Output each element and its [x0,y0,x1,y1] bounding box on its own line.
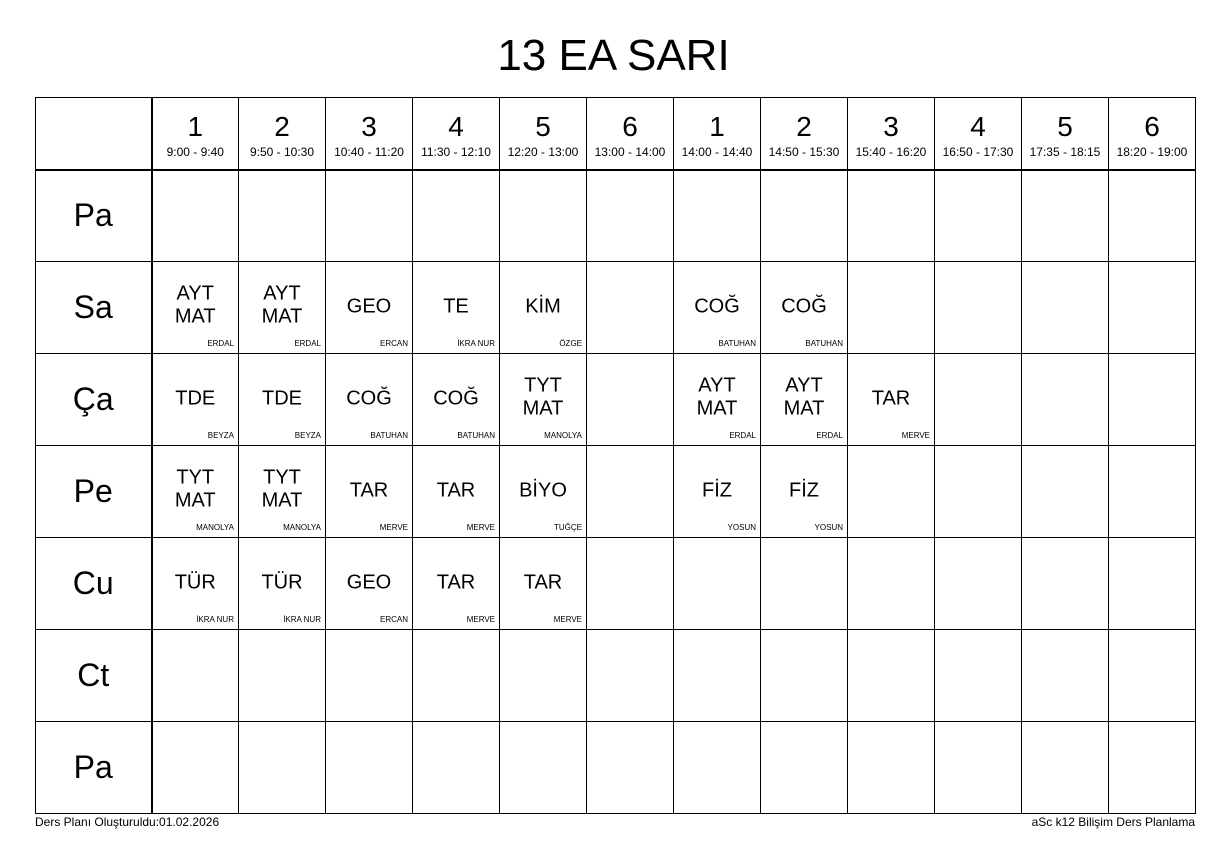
timetable-cell [587,722,674,814]
timetable-cell [326,170,413,262]
timetable-cell [935,630,1022,722]
lesson-card [674,354,760,445]
timetable-cell [761,354,848,446]
lesson-teacher: MERVE [901,431,930,440]
timetable-cell [500,630,587,722]
lesson-teacher: BATUHAN [718,339,756,348]
day-row [36,538,1196,630]
timetable-cell [239,446,326,538]
lesson-card [413,446,499,537]
timetable-cell [761,262,848,354]
period-number: 3 [883,111,899,143]
lesson-teacher: İKRA NUR [457,339,495,348]
lesson-card [500,538,586,629]
period-time: 18:20 - 19:00 [1116,145,1188,160]
period-number: 4 [448,111,464,143]
timetable-cell [1109,446,1196,538]
timetable-cell [935,722,1022,814]
timetable-cell [674,630,761,722]
timetable-cell [935,354,1022,446]
lesson-subject: TAR [523,570,563,593]
lesson-card [500,354,586,445]
timetable-cell [413,446,500,538]
timetable-cell [761,538,848,630]
lesson-subject: FİZ [789,478,819,501]
timetable-cell [326,722,413,814]
timetable-cell [413,538,500,630]
timetable-cell [935,538,1022,630]
timetable-cell [500,722,587,814]
timetable-cell [848,630,935,722]
timetable-cell [152,538,239,630]
lesson-subject: BİYO [519,478,567,501]
lesson-teacher: MANOLYA [544,431,582,440]
timetable-cell [326,538,413,630]
lesson-teacher: BEYZA [294,431,321,440]
timetable-cell [1109,262,1196,354]
period-number: 3 [361,111,377,143]
timetable [35,97,1196,814]
period-number: 2 [796,111,812,143]
lesson-subject: TDE [175,386,216,409]
timetable-cell [326,262,413,354]
timetable-cell [761,722,848,814]
day-label: Sa [36,262,152,354]
lesson-subject: FİZ [702,478,732,501]
timetable-cell [413,354,500,446]
timetable-cell [152,354,239,446]
period-number: 1 [709,111,725,143]
lesson-teacher: MERVE [466,523,495,532]
timetable-cell [674,262,761,354]
lesson-subject: COĞ [781,294,827,317]
day-row [36,354,1196,446]
timetable-cell [935,262,1022,354]
timetable-cell [239,722,326,814]
timetable-cell [1109,630,1196,722]
lesson-subject: COĞ [694,294,740,317]
lesson-card [326,538,412,629]
lesson-card [239,354,325,445]
timetable-cell [1109,354,1196,446]
timetable-cell [239,630,326,722]
lesson-card [239,446,325,537]
period-header [239,98,326,170]
timetable-cell [848,170,935,262]
timetable-cell [413,262,500,354]
lesson-teacher: ERDAL [294,339,321,348]
period-time: 9:00 - 9:40 [166,145,224,160]
period-header [935,98,1022,170]
lesson-subject: TDE [262,386,302,409]
timetable-cell [848,446,935,538]
lesson-subject: AYT MAT [783,374,825,420]
period-number: 5 [1057,111,1073,143]
lesson-card [239,262,325,353]
lesson-subject: TE [443,294,469,317]
timetable-cell [587,262,674,354]
period-number: 2 [274,111,290,143]
period-time: 13:00 - 14:00 [594,145,666,160]
day-row [36,722,1196,814]
lesson-teacher: YOSUN [814,523,843,532]
lesson-teacher: ERDAL [816,431,843,440]
lesson-card [153,446,239,537]
timetable-cell [1109,170,1196,262]
timetable-cell [152,722,239,814]
lesson-subject: TÜR [174,570,216,593]
period-header [413,98,500,170]
lesson-subject: TYT MAT [261,466,303,512]
timetable-cell [239,262,326,354]
timetable-cell [152,446,239,538]
timetable-cell [761,170,848,262]
timetable-cell [674,170,761,262]
lesson-card [326,446,412,537]
period-time: 14:50 - 15:30 [768,145,840,160]
timetable-cell [848,538,935,630]
timetable-cell [239,538,326,630]
period-number: 4 [970,111,986,143]
period-time: 15:40 - 16:20 [855,145,927,160]
lesson-card [761,354,847,445]
period-time: 10:40 - 11:20 [334,145,404,160]
timetable-cell [848,722,935,814]
timetable-cell [935,170,1022,262]
lesson-subject: KİM [525,294,561,317]
lesson-subject: TYT MAT [522,374,564,420]
lesson-teacher: YOSUN [727,523,756,532]
timetable-cell [152,630,239,722]
period-header-row [36,98,1196,170]
software-credit-footer: aSc k12 Bilişim Ders Planlama [1031,815,1195,829]
timetable-cell [239,170,326,262]
lesson-card [326,262,412,353]
timetable-cell [1022,262,1109,354]
timetable-cell [587,630,674,722]
period-number: 5 [535,111,551,143]
lesson-teacher: BATUHAN [457,431,495,440]
lesson-card [674,446,760,537]
timetable-cell [326,630,413,722]
day-row [36,630,1196,722]
period-time: 16:50 - 17:30 [942,145,1014,160]
lesson-teacher: BATUHAN [805,339,843,348]
timetable-cell [500,170,587,262]
timetable-cell [935,446,1022,538]
lesson-teacher: ERCAN [379,615,408,624]
period-time: 17:35 - 18:15 [1029,145,1101,160]
day-row [36,446,1196,538]
timetable-cell [239,354,326,446]
timetable-cell [587,538,674,630]
page-title: 13 EA SARI [497,31,730,80]
timetable-cell [1022,538,1109,630]
day-label: Pe [36,446,152,538]
timetable-cell [674,354,761,446]
lesson-teacher: ERDAL [729,431,756,440]
day-label: Cu [36,538,152,630]
timetable-cell [326,446,413,538]
period-header [500,98,587,170]
timetable-cell [326,354,413,446]
lesson-teacher: MERVE [466,615,495,624]
lesson-card [674,262,760,353]
timetable-cell [674,722,761,814]
lesson-card [761,446,847,537]
timetable-cell [1022,354,1109,446]
lesson-subject: COĞ [433,386,479,409]
timetable-cell [1022,722,1109,814]
period-header [326,98,413,170]
lesson-teacher: MANOLYA [283,523,321,532]
lesson-subject: GEO [346,570,392,593]
lesson-teacher: MERVE [553,615,582,624]
period-header [152,98,239,170]
timetable-cell [587,170,674,262]
lesson-teacher: İKRA NUR [196,615,234,624]
timetable-cell [413,722,500,814]
timetable-cell [1022,446,1109,538]
lesson-subject: TAR [436,478,476,501]
lesson-teacher: MERVE [379,523,408,532]
period-time: 11:30 - 12:10 [421,145,491,160]
lesson-subject: GEO [346,294,392,317]
timetable-cell [500,354,587,446]
day-label: Ça [36,354,152,446]
timetable-cell [1022,630,1109,722]
day-label: Pa [36,722,152,814]
lesson-teacher: BATUHAN [370,431,408,440]
period-header [1109,98,1196,170]
timetable-cell [848,354,935,446]
corner-cell [36,98,152,170]
period-number: 1 [187,111,204,143]
lesson-card [153,354,239,445]
timetable-cell [500,446,587,538]
timetable-cell [500,262,587,354]
lesson-teacher: ERCAN [379,339,408,348]
lesson-card [153,538,239,629]
day-label: Pa [36,170,152,262]
lesson-subject: TAR [871,386,911,409]
timetable-cell [1109,538,1196,630]
period-header [761,98,848,170]
timetable-cell [500,538,587,630]
lesson-teacher: BEYZA [207,431,234,440]
lesson-card [500,446,586,537]
lesson-teacher: TUĞÇE [554,523,582,532]
lesson-subject: AYT MAT [696,374,738,420]
lesson-card [326,354,412,445]
timetable-cell [587,446,674,538]
lesson-subject: TÜR [261,570,303,593]
lesson-card [413,354,499,445]
period-time: 9:50 - 10:30 [249,145,315,160]
day-label: Ct [36,630,152,722]
timetable-cell [413,630,500,722]
created-date-footer: Ders Planı Oluşturuldu:01.02.2026 [35,815,220,829]
lesson-subject: TAR [349,478,389,501]
period-time: 12:20 - 13:00 [507,145,579,160]
lesson-subject: TAR [436,570,476,593]
timetable-cell [674,446,761,538]
timetable-cell [761,630,848,722]
day-row [36,170,1196,262]
lesson-card [413,538,499,629]
lesson-card [848,354,934,445]
lesson-subject: AYT MAT [174,282,216,328]
period-time: 14:00 - 14:40 [681,145,753,160]
timetable-cell [848,262,935,354]
period-header [1022,98,1109,170]
timetable-cell [152,262,239,354]
lesson-teacher: İKRA NUR [283,615,321,624]
timetable-cell [1109,722,1196,814]
period-header [848,98,935,170]
period-header [674,98,761,170]
timetable-cell [413,170,500,262]
lesson-subject: TYT MAT [174,466,216,512]
timetable-cell [587,354,674,446]
timetable-cell [152,170,239,262]
lesson-teacher: ÖZGE [559,339,582,348]
day-row [36,262,1196,354]
lesson-card [413,262,499,353]
lesson-card [153,262,239,353]
lesson-teacher: ERDAL [207,339,234,348]
timetable-cell [761,446,848,538]
lesson-teacher: MANOLYA [196,523,234,532]
timetable-cell [674,538,761,630]
lesson-subject: COĞ [346,386,392,409]
lesson-card [761,262,847,353]
lesson-subject: AYT MAT [261,282,303,328]
timetable-cell [1022,170,1109,262]
lesson-card [500,262,586,353]
period-number: 6 [1144,111,1160,143]
lesson-card [239,538,325,629]
period-number: 6 [622,111,638,143]
period-header [587,98,674,170]
